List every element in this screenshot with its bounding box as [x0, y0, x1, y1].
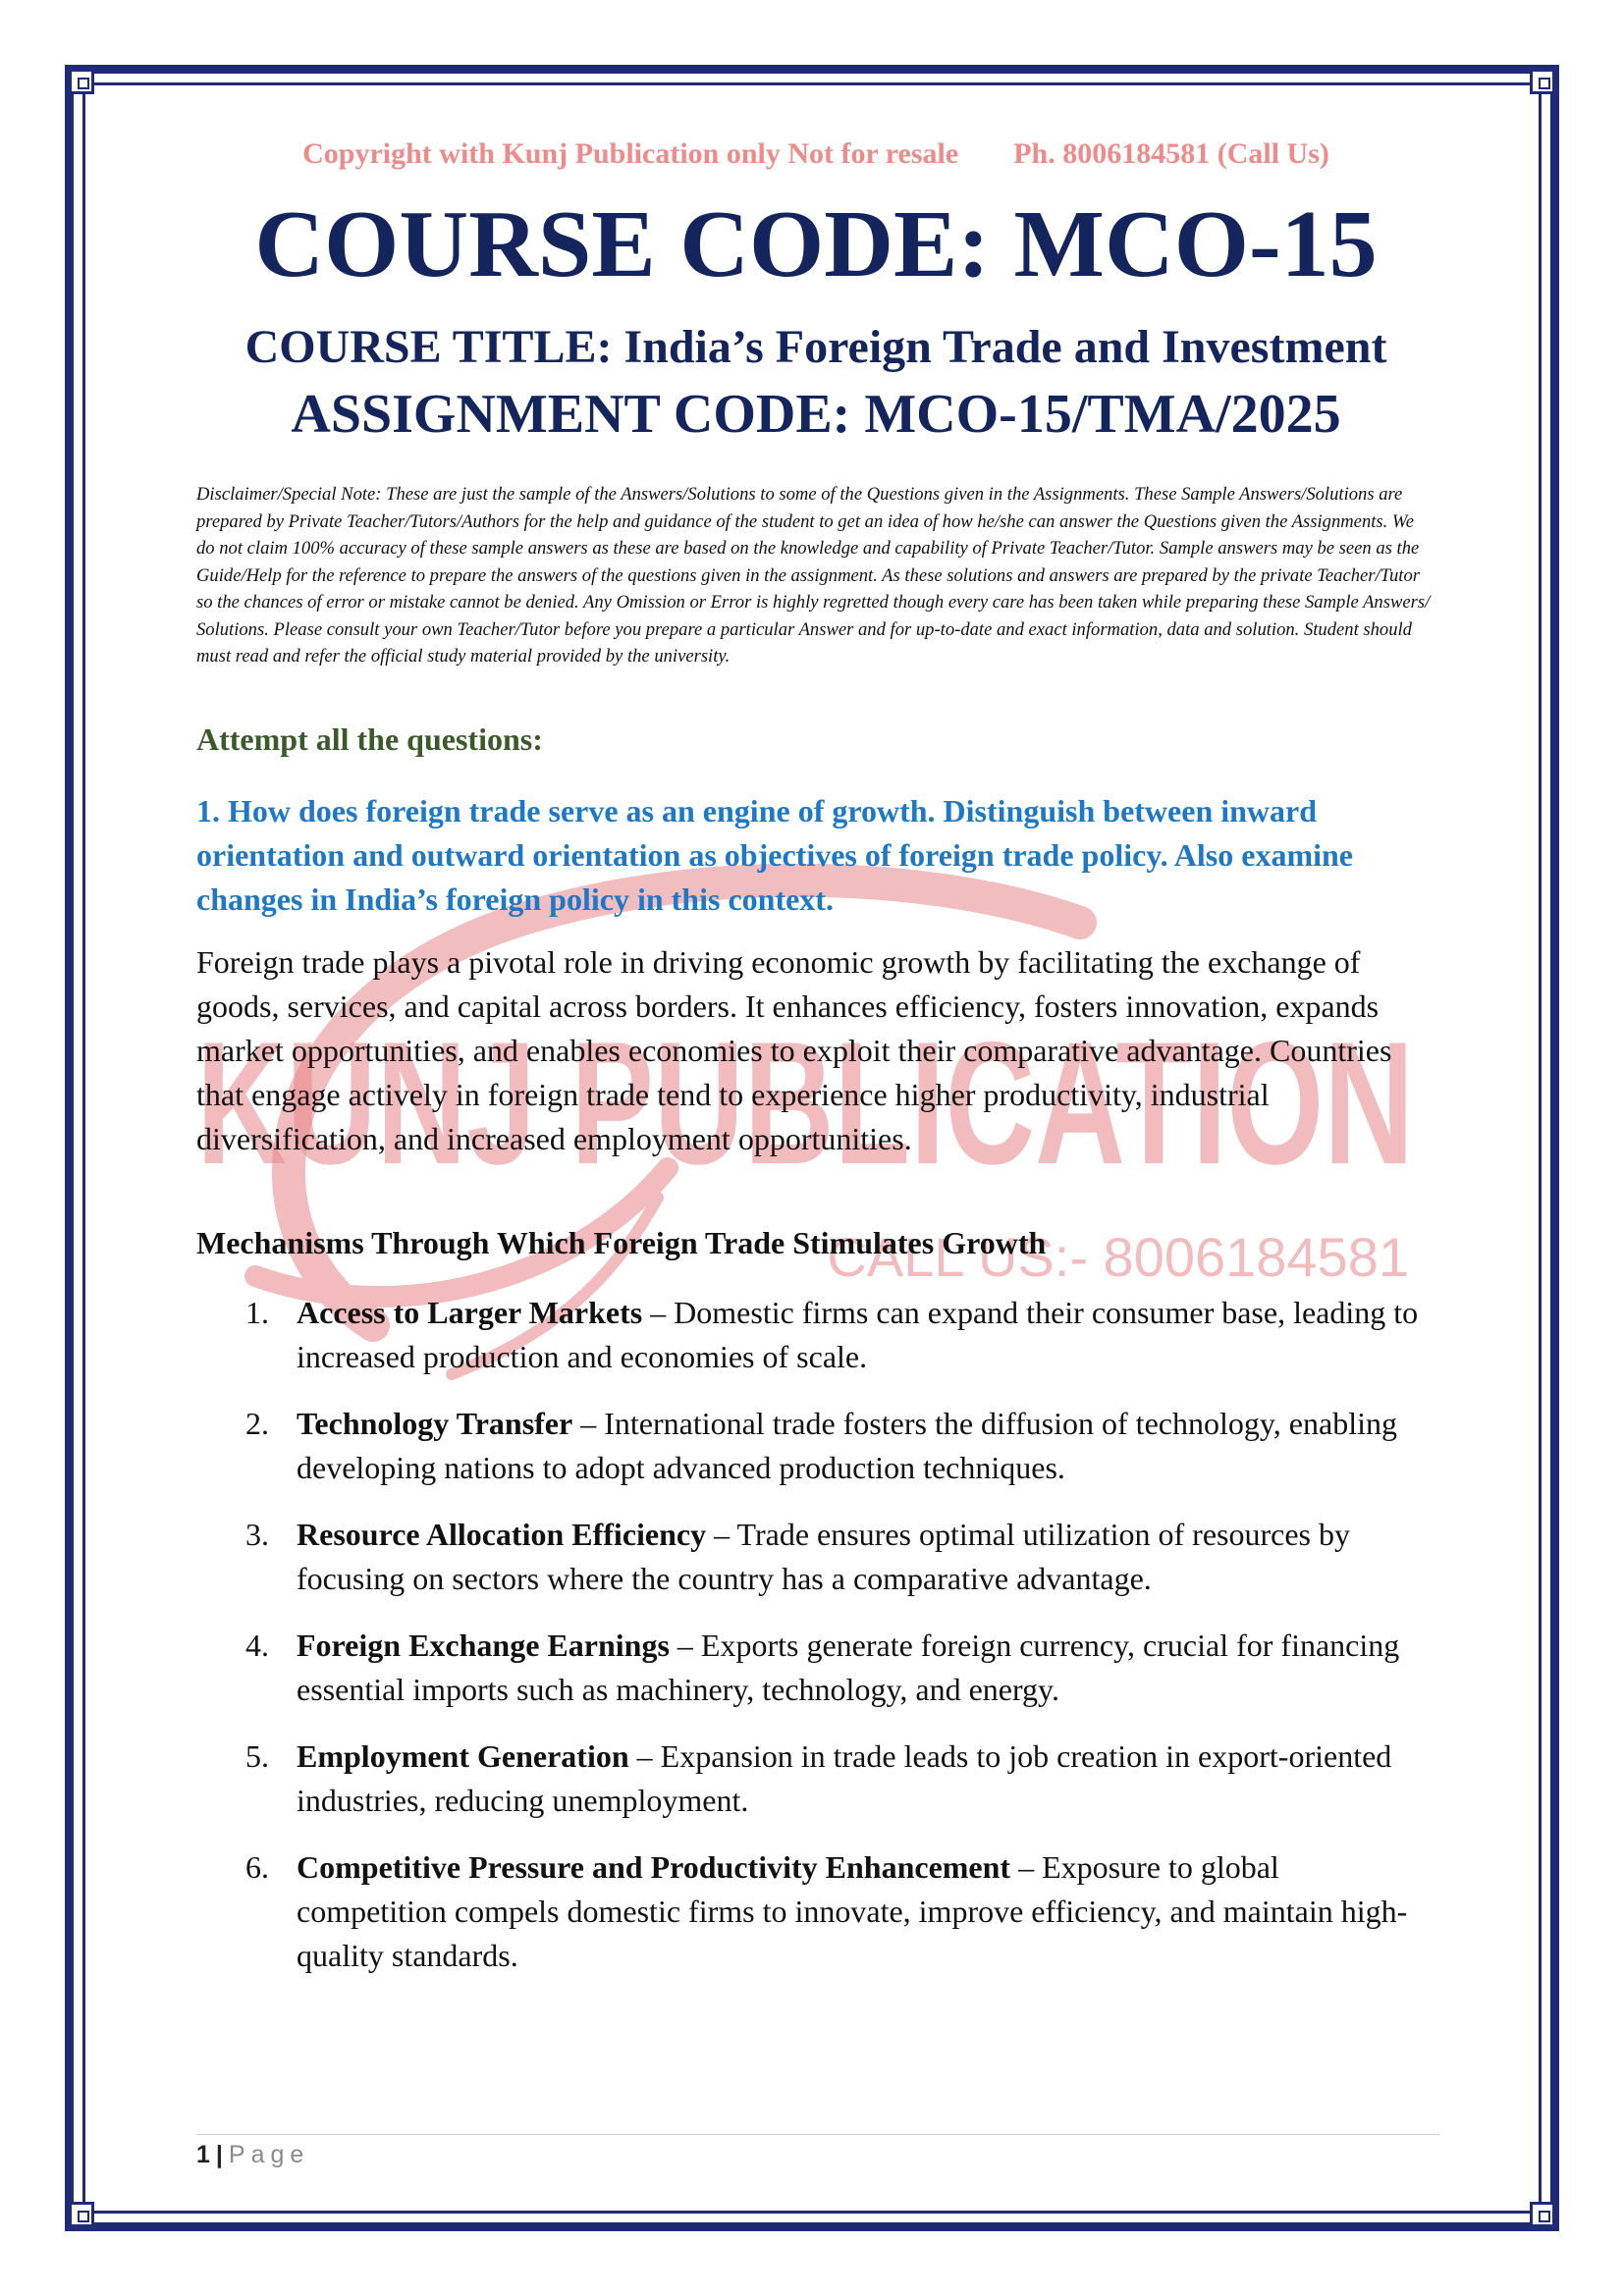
- copyright-text: Copyright with Kunj Publication only Not for resale: [302, 137, 959, 170]
- phone-text: Ph. 8006184581 (Call Us): [1013, 137, 1329, 170]
- list-item-title: Foreign Exchange Earnings: [297, 1628, 670, 1663]
- list-item-text: – Trade ensures optimal utilization of resources by focusing on sectors where the country has a comparative advantage.: [297, 1517, 1350, 1596]
- list-item-title: Competitive Pressure and Productivity Enhancement: [297, 1849, 1011, 1885]
- list-item-number: 4.: [245, 1628, 269, 1663]
- list-item: [196, 1291, 1435, 1379]
- list-item-number: 2.: [245, 1406, 269, 1441]
- assignment-code-heading: ASSIGNMENT CODE: MCO-15/TMA/2025: [291, 384, 1341, 445]
- corner-ornament: [1530, 69, 1555, 94]
- attempt-heading: Attempt all the questions:: [196, 721, 543, 757]
- list-item: [196, 1402, 1435, 1490]
- page-number: 1: [196, 2141, 210, 2168]
- list-item-text: – International trade fosters the diffusion of technology, enabling developing nations to adopt advanced production techniques.: [297, 1406, 1397, 1485]
- list-item-text: – Exposure to global competition compels domestic firms to innovate, improve efficiency, and maintain high-quality standards.: [297, 1849, 1408, 1973]
- list-item-text: – Exports generate foreign currency, crucial for financing essential imports such as machinery, technology, and energy.: [297, 1628, 1400, 1707]
- list-item: [196, 1735, 1435, 1823]
- footer-separator: |: [215, 2141, 223, 2168]
- footer-divider: [196, 2134, 1439, 2135]
- mechanisms-list: [196, 1291, 1435, 2001]
- intro-paragraph: Foreign trade plays a pivotal role in driving economic growth by facilitating the exchange of goods, services, and capital across borders. It enhances efficiency, fosters innovation, expands market opportunities, and enables economies to exploit their comparative advantage. Countries that engage actively in foreign trade tend to experience higher productivity, industrial diversification, and increased employment opportunities.: [196, 944, 1392, 1156]
- mechanisms-heading: Mechanisms Through Which Foreign Trade Stimulates Growth: [196, 1225, 1047, 1260]
- list-item-number: 5.: [245, 1738, 269, 1774]
- list-item: [196, 1513, 1435, 1601]
- list-item-number: 3.: [245, 1517, 269, 1552]
- list-item-title: Resource Allocation Efficiency: [297, 1517, 707, 1552]
- watermark-brand: KUNJ PUBLICATION: [196, 1005, 1414, 1201]
- list-item-text: – Domestic firms can expand their consumer base, leading to increased production and economies of scale.: [297, 1295, 1419, 1374]
- list-item-text: – Expansion in trade leads to job creation in export-oriented industries, reducing unemployment.: [297, 1738, 1392, 1818]
- course-title-heading: COURSE TITLE: India’s Foreign Trade and Investment: [244, 321, 1387, 373]
- list-item-title: Employment Generation: [297, 1738, 629, 1774]
- question-1: 1. How does foreign trade serve as an engine of growth. Distinguish between inward orientation and outward orientation as objectives of foreign trade policy. Also examine changes in India’s foreign policy in this context.: [196, 793, 1353, 917]
- page-footer: [196, 2141, 309, 2169]
- list-item-number: 1.: [245, 1295, 269, 1330]
- list-item-title: Access to Larger Markets: [297, 1295, 643, 1330]
- watermark-phone: CALL US:- 8006184581: [827, 1226, 1409, 1288]
- copyright-header: [196, 137, 1435, 171]
- disclaimer-note: Disclaimer/Special Note: These are just the sample of the Answers/Solutions to some of the Questions given in the Assignments. These Sample Answers/Solutions are prepared by Private Teacher/Tutors/Authors for the help and guidance of the student to get an idea of how he/she can answer the Questions given the Assignments. We do not claim 100% accuracy of these sample answers as these are based on the knowledge and capability of Private Teacher/Tutor. Sample answers may be seen as the Guide/Help for the reference to prepare the answers of the questions given in the assignment. As these solutions and answers are prepared by the private Teacher/Tutor so the chances of error or mistake cannot be denied. Any Omission or Error is highly regretted though every care has been taken while preparing these Sample Answers/ Solutions. Please consult your own Teacher/Tutor before you prepare a particular Answer and for up-to-date and exact information, data and solution. Student should must read and refer the official study material provided by the university.: [196, 484, 1431, 667]
- corner-ornament: [69, 2202, 94, 2227]
- corner-ornament: [69, 69, 94, 94]
- course-code-heading: COURSE CODE: MCO-15: [254, 191, 1378, 297]
- corner-ornament: [1530, 2202, 1555, 2227]
- list-item-title: Technology Transfer: [297, 1406, 573, 1441]
- list-item: [196, 1624, 1435, 1712]
- list-item: [196, 1845, 1435, 1978]
- list-item-number: 6.: [245, 1849, 269, 1885]
- page-label: Page: [228, 2141, 310, 2168]
